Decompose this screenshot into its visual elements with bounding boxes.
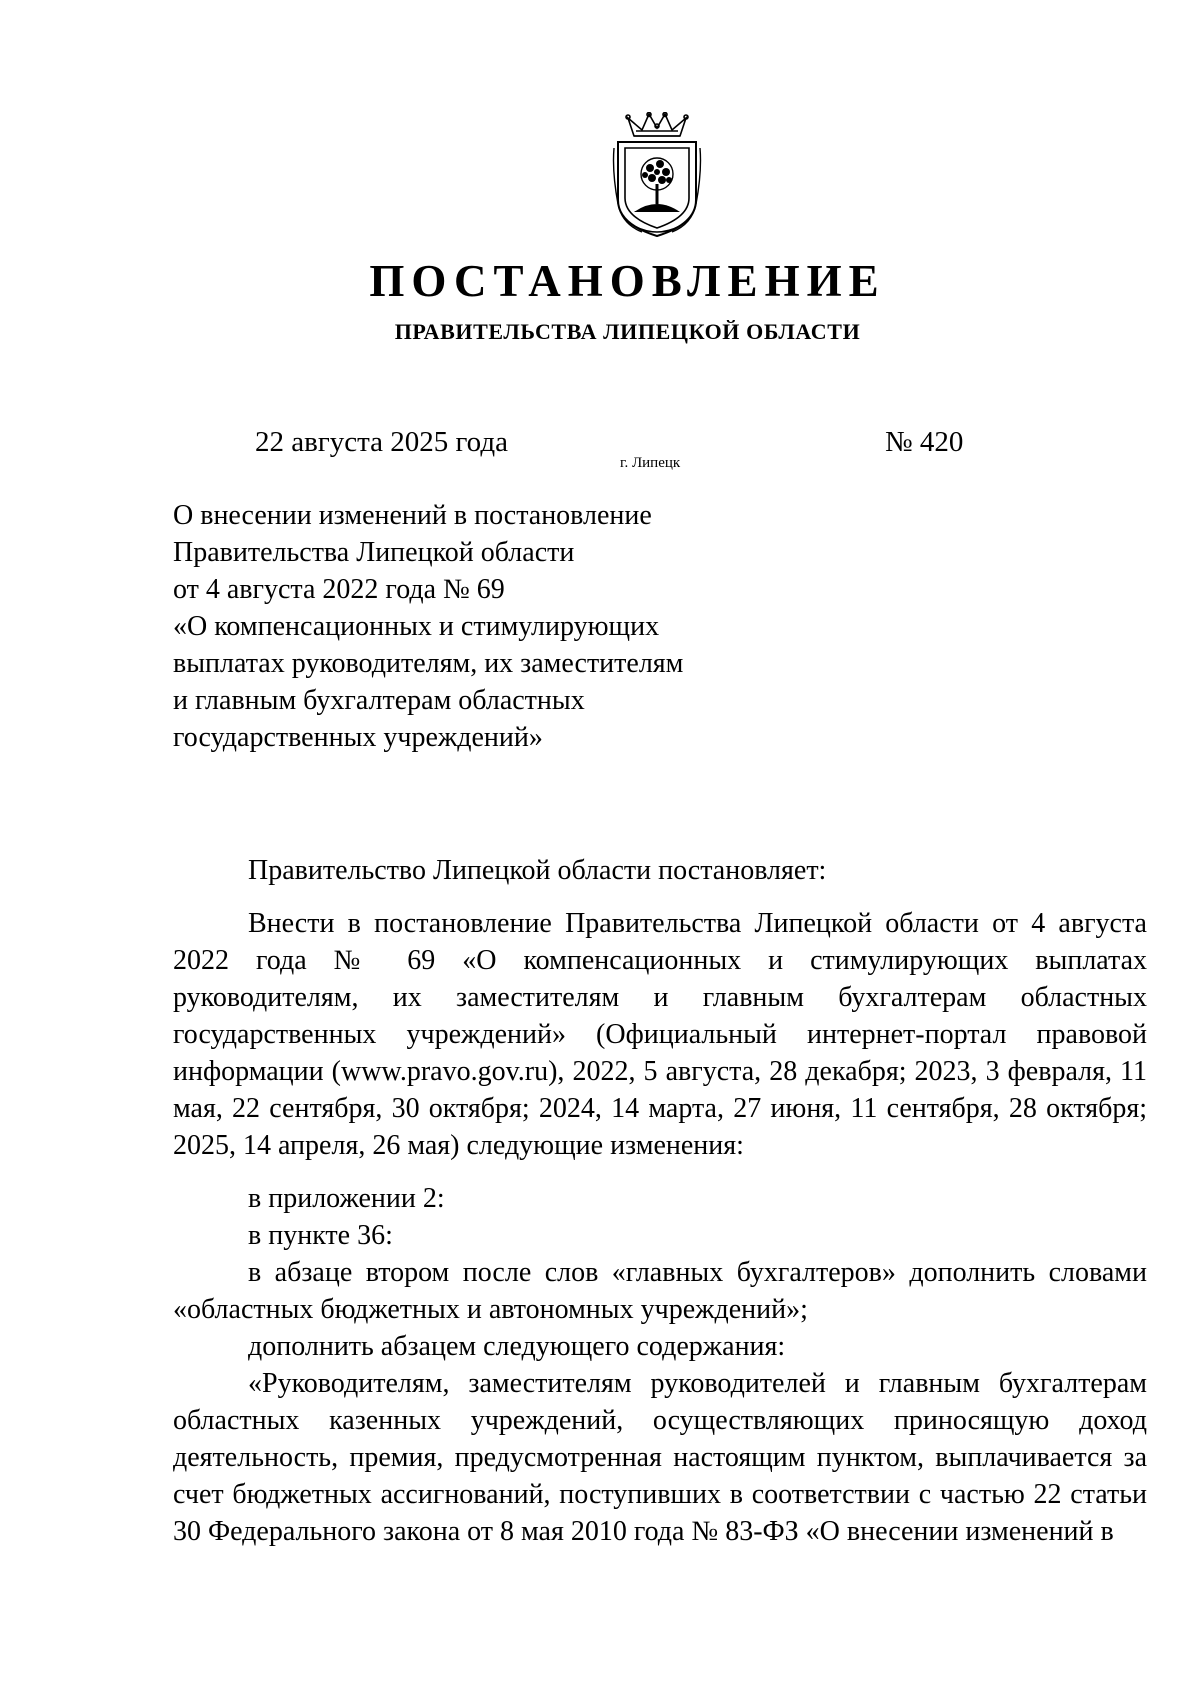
appendix-paragraph: в приложении 2:	[248, 1183, 445, 1214]
document-city: г. Липецк	[620, 455, 681, 471]
document-subject	[173, 497, 733, 756]
add-paragraph-instruction: дополнить абзацем следующего содержания:	[248, 1331, 786, 1362]
subject-line: выплатах руководителям, их заместителям	[173, 648, 684, 679]
coat-of-arms-icon	[612, 112, 702, 238]
body-intro-paragraph: Правительство Липецкой области постановляет:	[248, 855, 827, 886]
document-title: ПОСТАНОВЛЕНИЕ	[369, 256, 886, 306]
body-main-paragraph: Внести в постановление Правительства Липецкой области от 4 августа 2022 года № 69 «О компенсационных и стимулирующих выплатах руководителям, их заместителям и главным бухгалтерам областных государственных учреждений» (Официальный интернет-портал правовой информации (www.pravo.gov.ru), 2022, 5 августа, 28 декабря; 2023, 3 февраля, 11 мая, 22 сентября, 30 октября; 2024, 14 марта, 27 июня, 11 сентября, 28 октября; 2025, 14 апреля, 26 мая) следующие изменения:	[173, 908, 1147, 1161]
document-body	[173, 852, 1147, 1550]
subject-line: «О компенсационных и стимулирующих	[173, 611, 660, 642]
second-paragraph-amendment: в абзаце втором после слов «главных бухгалтеров» дополнить словами «областных бюджетных и автономных учреждений»;	[173, 1257, 1147, 1325]
subject-line: от 4 августа 2022 года № 69	[173, 574, 505, 605]
document-number: № 420	[885, 426, 964, 458]
subject-line: О внесении изменений в постановление	[173, 500, 652, 531]
quoted-paragraph: «Руководителям, заместителям руководителей и главным бухгалтерам областных казенных учреждений, осуществляющих приносящую доход деятельность, премия, предусмотренная настоящим пунктом, выплачивается за счет бюджетных ассигнований, поступивших в соответствии с частью 22 статьи 30 Федерального закона от 8 мая 2010 года № 83-ФЗ «О внесении изменений в	[173, 1368, 1147, 1547]
subject-line: и главным бухгалтерам областных	[173, 685, 585, 716]
subject-line: государственных учреждений»	[173, 722, 543, 753]
document-date: 22 августа 2025 года	[255, 426, 508, 458]
issuer-name: ПРАВИТЕЛЬСТВА ЛИПЕЦКОЙ ОБЛАСТИ	[394, 319, 861, 344]
item-paragraph: в пункте 36:	[248, 1220, 393, 1251]
subject-line: Правительства Липецкой области	[173, 537, 575, 568]
